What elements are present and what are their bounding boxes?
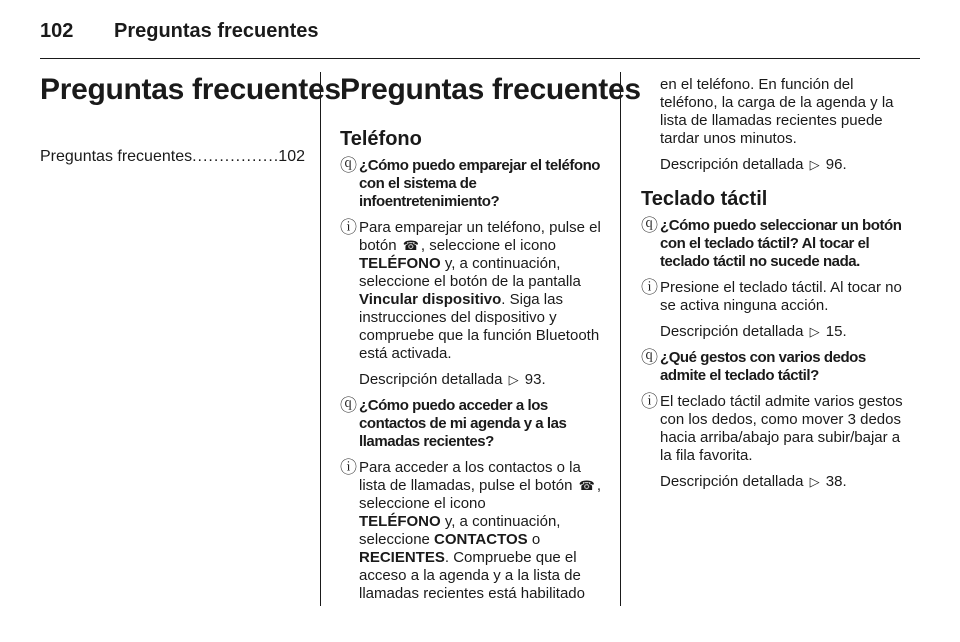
faq-column-3: [641, 76, 903, 499]
question-3: [641, 217, 903, 271]
arrow-reference-icon: ▷: [809, 157, 820, 172]
question-1: [340, 157, 606, 211]
reference-3[interactable]: [660, 323, 903, 341]
reference-label: Descripción detallada: [359, 371, 503, 388]
answer-text: Presione el teclado táctil. Al tocar no se activa ninguna acción.: [660, 279, 902, 314]
page-header: [40, 14, 920, 48]
phone-button-icon: ☎: [402, 238, 419, 253]
exclamation-circle-icon: ⓘ: [641, 278, 658, 297]
header-rule: [40, 58, 920, 59]
question-circle-icon: ⓠ: [641, 216, 658, 235]
answer-4: [641, 393, 903, 465]
column-divider-2: [620, 72, 621, 606]
question-text: ¿Qué gestos con varios dedos admite el teclado táctil?: [660, 349, 866, 384]
arrow-reference-icon: ▷: [809, 324, 820, 339]
question-4: [641, 349, 903, 385]
reference-page: 93.: [524, 371, 546, 388]
answer-text: [359, 459, 606, 603]
question-text: ¿Cómo puedo emparejar el teléfono con el sistema de infoentretenimiento?: [359, 157, 601, 210]
faq-column-2: [340, 70, 641, 611]
section-teclado-tactil: Teclado táctil: [641, 188, 768, 210]
answer-text-part: Para emparejar un teléfono, pulse el botón: [359, 219, 601, 254]
toc-leader-dots: [192, 148, 278, 166]
exclamation-circle-icon: ⓘ: [641, 392, 658, 411]
question-text: ¿Cómo puedo seleccionar un botón con el teclado táctil? Al tocar el teclado táctil no sucede nada.: [660, 217, 902, 270]
reference-label: Descripción detallada: [660, 323, 804, 340]
telefono-label: TELÉFONO: [359, 255, 441, 272]
reference-1[interactable]: [359, 371, 606, 389]
running-title: Preguntas frecuentes: [114, 19, 319, 42]
reference-page: 15.: [825, 323, 847, 340]
phone-button-icon: ☎: [578, 478, 595, 493]
faq-title: Preguntas frecuentes: [340, 73, 641, 106]
answer-text-part: Para acceder a los contactos o la lista de llamadas, pulse el botón: [359, 459, 581, 494]
telefono-label: TELÉFONO: [359, 513, 441, 530]
answer-text-part: . Compruebe que el acceso a la agenda y a la lista de llamadas recientes está habilitado: [359, 549, 585, 602]
answer-1: [340, 219, 606, 363]
arrow-reference-icon: ▷: [809, 474, 820, 489]
answer-text: El teclado táctil admite varios gestos con los dedos, como mover 3 dedos hacia arriba/abajo para subir/bajar a la fila favorita.: [660, 393, 903, 464]
question-text: ¿Cómo puedo acceder a los contactos de mi agenda y a las llamadas recientes?: [359, 397, 567, 450]
toc-column: [40, 70, 341, 166]
reference-4[interactable]: [660, 473, 903, 491]
answer-text-part: o: [527, 531, 541, 548]
reference-continuation[interactable]: [660, 156, 903, 174]
toc-entry-label: Preguntas frecuentes: [40, 148, 193, 165]
question-circle-icon: ⓠ: [340, 156, 357, 175]
question-circle-icon: ⓠ: [641, 348, 658, 367]
answer-3: [641, 279, 903, 315]
reference-label: Descripción detallada: [660, 156, 804, 173]
answer-text-part: , seleccione el icono: [420, 237, 557, 254]
reference-page: 38.: [825, 473, 847, 490]
toc-title: Preguntas frecuentes: [40, 73, 341, 106]
answer-text-part: y, a continuación, seleccione el botón de la pantalla: [359, 255, 581, 290]
question-circle-icon: ⓠ: [340, 396, 357, 415]
answer-text: [359, 219, 606, 363]
question-2: [340, 397, 606, 451]
continuation-text: en el teléfono. En función del teléfono, la carga de la agenda y la lista de llamadas recientes puede tardar unos minutos.: [660, 76, 894, 147]
exclamation-circle-icon: ⓘ: [340, 458, 357, 477]
answer-text-part: y, a continuación, seleccione: [359, 513, 561, 548]
answer-text-part: . Siga las instrucciones del dispositivo y compruebe que la función Bluetooth está activada.: [359, 291, 600, 362]
toc-entry[interactable]: [40, 148, 305, 166]
section-telefono: Teléfono: [340, 128, 422, 150]
column-divider-1: [320, 72, 321, 606]
recientes-label: RECIENTES: [359, 549, 445, 566]
exclamation-circle-icon: ⓘ: [340, 218, 357, 237]
vincular-label: Vincular dispositivo: [359, 291, 502, 308]
reference-label: Descripción detallada: [660, 473, 804, 490]
reference-page: 96.: [825, 156, 847, 173]
toc-entry-page: 102: [278, 148, 305, 165]
arrow-reference-icon: ▷: [508, 372, 519, 387]
answer-text-part: , seleccione el icono: [359, 477, 602, 512]
answer-2: [340, 459, 606, 603]
page-number: 102: [40, 19, 74, 42]
contactos-label: CONTACTOS: [434, 531, 528, 548]
